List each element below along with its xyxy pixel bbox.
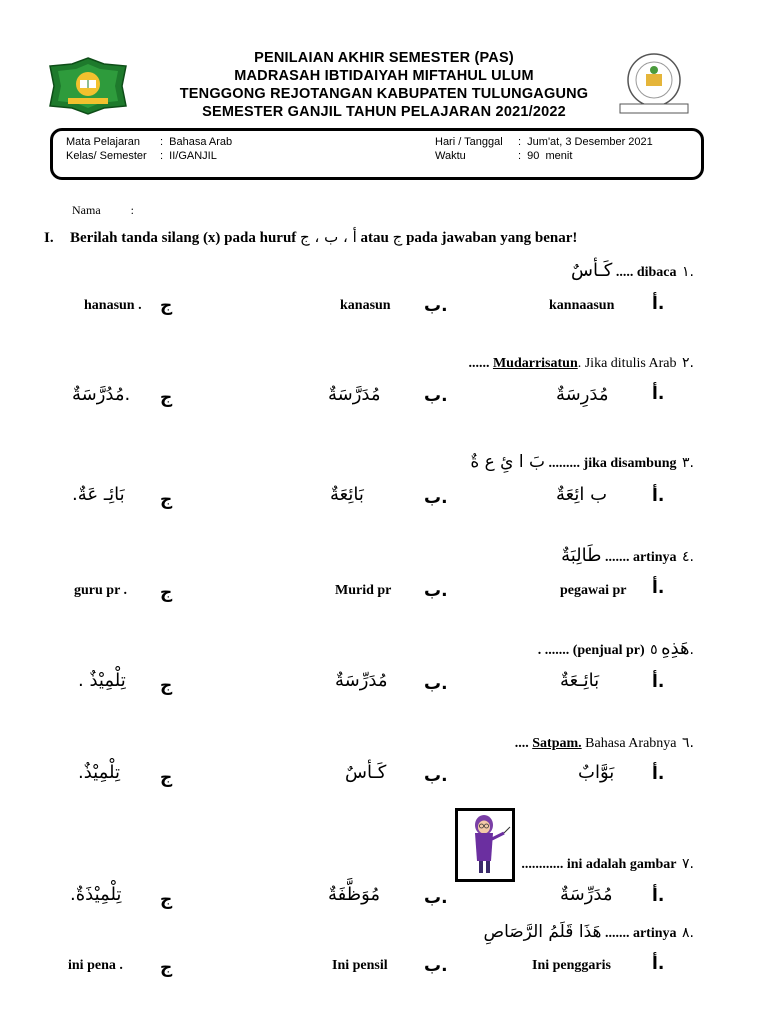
option-c-label[interactable]: ج [160, 490, 173, 510]
question-4 [561, 545, 694, 566]
question-8-text: ....... artinya [604, 926, 677, 941]
mapel-label: Mata Pelajaran [66, 136, 140, 148]
option-b-label[interactable]: ب. [424, 766, 448, 786]
question-2-keyword: Mudarrisatun [492, 356, 578, 371]
question-4-text: ....... artinya [604, 550, 677, 565]
option-a-label[interactable]: أ. [652, 764, 665, 784]
madrasah-logo [612, 52, 696, 116]
question-8-arabic: هَذَا قَلَمُ الرَّصَاصِ [483, 922, 602, 942]
q7-option-c[interactable]: .تِلْمِيْذَةٌ [70, 884, 122, 905]
question-3-arabic: بَ ا ئِ ع ةٌ [470, 452, 546, 472]
question-3-number: ٣. [682, 455, 694, 471]
q3-option-a[interactable]: ب ائِعَةٌ [556, 484, 608, 505]
q7-option-b[interactable]: مُوَظَّفَةٌ [328, 884, 381, 905]
instruction-text-1: Berilah tanda silang (x) pada huruf [70, 230, 301, 246]
question-5-number: ٥. [650, 642, 694, 658]
question-6-text: Bahasa Arabnya [581, 736, 677, 751]
question-5-arabic: هَذِهِ [661, 638, 690, 659]
instruction-letter-jim: ج [392, 228, 403, 246]
question-7 [521, 856, 694, 873]
q2-option-a[interactable]: مُدَرِسَةٌ [556, 384, 609, 405]
nama-field[interactable]: Nama : [72, 203, 134, 217]
option-b-label[interactable]: ب. [424, 296, 448, 316]
question-5 [538, 638, 694, 659]
question-8 [484, 922, 694, 942]
option-b-label[interactable]: ب. [424, 956, 448, 976]
header-title-4: SEMESTER GANJIL TAHUN PELAJARAN 2021/2022 [202, 104, 566, 120]
question-1-arabic: كَـأسٌ [571, 260, 613, 281]
q5-option-b[interactable]: مُدَرِّسَةٌ [335, 670, 388, 691]
teacher-image [455, 808, 515, 882]
question-6 [515, 735, 694, 752]
question-2-dots: ...... [468, 356, 493, 371]
question-1 [571, 260, 694, 281]
instruction-text-3: pada jawaban yang benar! [402, 230, 578, 246]
question-7-number: ٧. [682, 856, 694, 872]
kelas-value: : II/GANJIL [160, 150, 217, 162]
option-a-label[interactable]: أ. [652, 886, 665, 906]
instruction-letters: أ ، ب ، ج [300, 228, 357, 246]
option-c-label[interactable]: ج [160, 296, 173, 316]
q8-option-a[interactable]: Ini penggaris [532, 958, 611, 973]
q3-option-b[interactable]: بَائِعَةٌ [330, 484, 364, 505]
option-c-label[interactable]: ج [160, 676, 173, 696]
q2-option-c[interactable]: مُدُرَّسَةٌ. [72, 384, 131, 405]
question-3-text: ......... jika disambung [548, 456, 677, 471]
kelas-label: Kelas/ Semester [66, 150, 147, 162]
question-1-number: ١. [682, 264, 694, 280]
option-a-label[interactable]: أ. [652, 578, 665, 598]
question-4-number: ٤. [682, 549, 694, 565]
header-title-1: PENILAIAN AKHIR SEMESTER (PAS) [254, 50, 514, 66]
option-b-label[interactable]: ب. [424, 888, 448, 908]
q1-option-b[interactable]: kanasun [340, 298, 391, 313]
q2-option-b[interactable]: مُدَرَّسَةٌ [328, 384, 381, 405]
question-7-text: ............ ini adalah gambar [521, 857, 677, 872]
q4-option-c[interactable]: guru pr . [74, 583, 128, 598]
waktu-value: : 90 menit [518, 150, 573, 162]
q1-option-a[interactable]: kannaasun [549, 298, 615, 313]
option-b-label[interactable]: ب. [424, 674, 448, 694]
option-c-label[interactable]: ج [160, 388, 173, 408]
hari-value: : Jum'at, 3 Desember 2021 [518, 136, 653, 148]
option-a-label[interactable]: أ. [652, 294, 665, 314]
question-2-number: ٢. [682, 355, 694, 371]
question-6-keyword: Satpam. [532, 736, 582, 751]
q6-option-a[interactable]: بَوَّابٌ [578, 762, 615, 783]
option-b-label[interactable]: ب. [424, 488, 448, 508]
option-b-label[interactable]: ب. [424, 581, 448, 601]
q8-option-c[interactable]: ini pena . [68, 958, 123, 973]
q4-option-a[interactable]: pegawai pr [560, 583, 627, 598]
option-c-label[interactable]: ج [160, 958, 173, 978]
question-3 [470, 452, 694, 472]
question-8-number: ٨. [682, 925, 694, 941]
mapel-value: : Bahasa Arab [160, 136, 233, 148]
option-a-label[interactable]: أ. [652, 486, 665, 506]
instruction-text-2: atau [356, 230, 393, 246]
section-number: I. [44, 230, 54, 246]
header-title-2: MADRASAH IBTIDAIYAH MIFTAHUL ULUM [234, 68, 534, 84]
q3-option-c[interactable]: .بَائِـ عَةٌ [72, 484, 125, 505]
question-1-text: ..... dibaca [612, 265, 677, 280]
option-a-label[interactable]: أ. [652, 384, 665, 404]
q8-option-b[interactable]: Ini pensil [332, 958, 388, 973]
option-a-label[interactable]: أ. [652, 672, 665, 692]
q1-option-c[interactable]: hanasun . [84, 298, 142, 313]
q6-option-c[interactable]: .تِلْمِيْذٌ [78, 762, 120, 783]
q7-option-a[interactable]: مُدَرِّسَةٌ [560, 884, 613, 905]
question-4-arabic: طَالِبَةٌ [561, 545, 602, 566]
q5-option-c[interactable]: . تِلْمِيْذٌ [78, 670, 126, 691]
hari-label: Hari / Tanggal [435, 136, 503, 148]
option-c-label[interactable]: ج [160, 768, 173, 788]
option-b-label[interactable]: ب. [424, 386, 448, 406]
q5-option-a[interactable]: بَائِـعَةٌ [560, 670, 600, 691]
question-2-text: . Jika ditulis Arab [577, 356, 677, 371]
question-2 [468, 355, 694, 372]
option-a-label[interactable]: أ. [652, 954, 665, 974]
option-c-label[interactable]: ج [160, 890, 173, 910]
question-5-text: . ....... (penjual pr) [537, 643, 645, 658]
header-title-3: TENGGONG REJOTANGAN KABUPATEN TULUNGAGUNG [179, 86, 589, 102]
question-6-dots: .... [514, 736, 533, 751]
section-instruction [44, 228, 684, 247]
option-c-label[interactable]: ج [160, 583, 173, 603]
q4-option-b[interactable]: Murid pr [335, 583, 392, 598]
waktu-label: Waktu [435, 150, 466, 162]
question-6-number: ٦. [682, 735, 694, 751]
q6-option-b[interactable]: كَـأسٌ [345, 762, 387, 783]
